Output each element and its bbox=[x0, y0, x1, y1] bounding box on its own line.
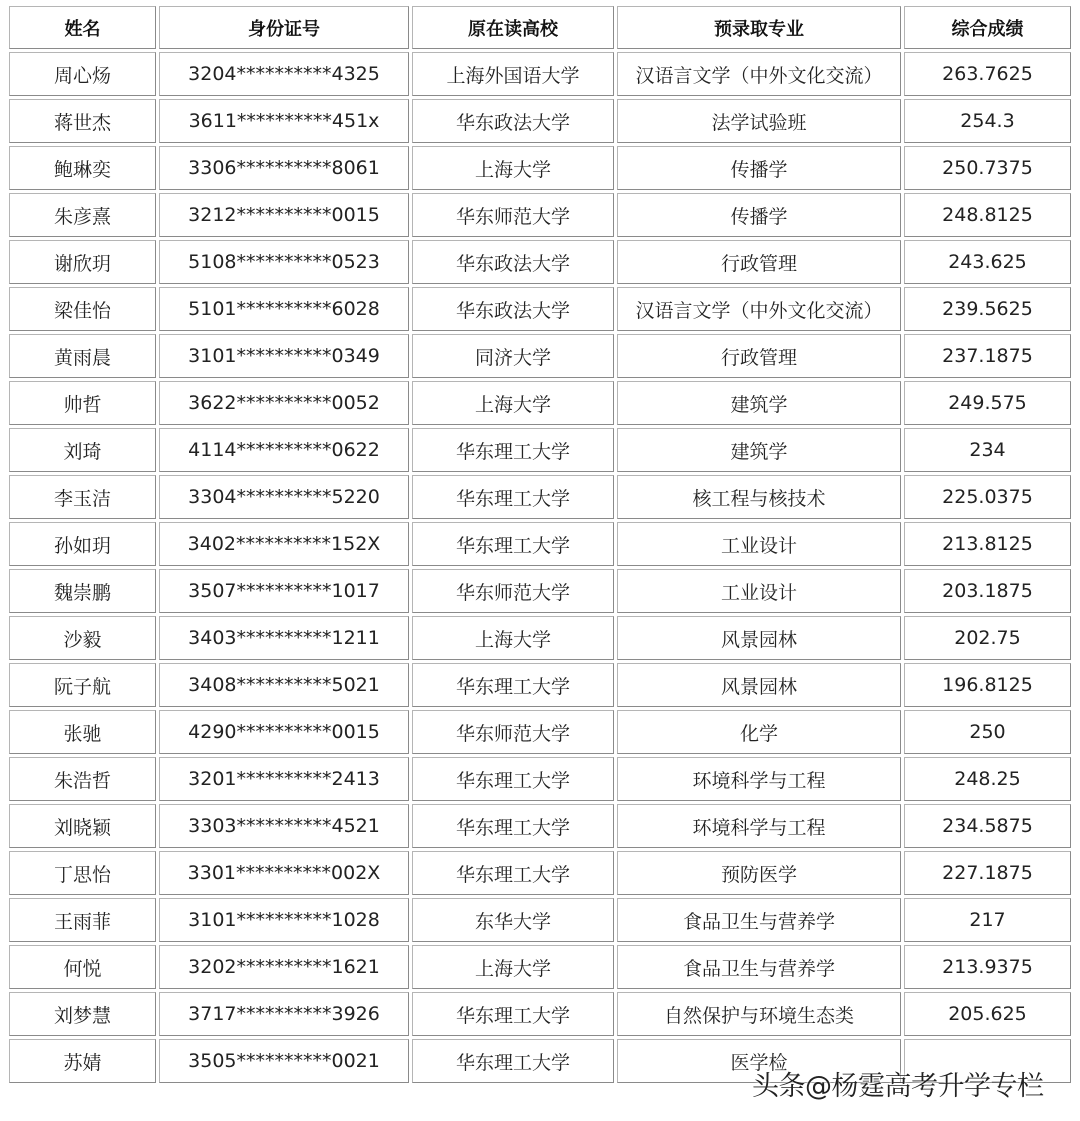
header-school: 原在读高校 bbox=[412, 6, 614, 49]
cell-major: 法学试验班 bbox=[617, 99, 901, 143]
table-row bbox=[9, 475, 1071, 519]
cell-name: 王雨菲 bbox=[9, 898, 156, 942]
cell-score: 202.75 bbox=[904, 616, 1071, 660]
cell-score: 234.5875 bbox=[904, 804, 1071, 848]
cell-name: 苏婧 bbox=[9, 1039, 156, 1083]
cell-major: 核工程与核技术 bbox=[617, 475, 901, 519]
cell-score: 217 bbox=[904, 898, 1071, 942]
header-score: 综合成绩 bbox=[904, 6, 1071, 49]
cell-name: 黄雨晨 bbox=[9, 334, 156, 378]
header-name: 姓名 bbox=[9, 6, 156, 49]
cell-id-number: 5101**********6028 bbox=[159, 287, 409, 331]
table-row bbox=[9, 569, 1071, 613]
cell-id-number: 3201**********2413 bbox=[159, 757, 409, 801]
cell-id-number: 3301**********002X bbox=[159, 851, 409, 895]
cell-score: 213.8125 bbox=[904, 522, 1071, 566]
cell-school: 华东理工大学 bbox=[412, 992, 614, 1036]
cell-id-number: 4290**********0015 bbox=[159, 710, 409, 754]
cell-score: 239.5625 bbox=[904, 287, 1071, 331]
table-row bbox=[9, 99, 1071, 143]
cell-name: 丁思怡 bbox=[9, 851, 156, 895]
table-row bbox=[9, 240, 1071, 284]
cell-name: 朱彦熹 bbox=[9, 193, 156, 237]
cell-score: 213.9375 bbox=[904, 945, 1071, 989]
cell-school: 华东理工大学 bbox=[412, 757, 614, 801]
cell-major: 建筑学 bbox=[617, 428, 901, 472]
cell-school: 上海外国语大学 bbox=[412, 52, 614, 96]
cell-major: 环境科学与工程 bbox=[617, 757, 901, 801]
table-row bbox=[9, 663, 1071, 707]
cell-score: 227.1875 bbox=[904, 851, 1071, 895]
cell-name: 鲍琳奕 bbox=[9, 146, 156, 190]
cell-school: 上海大学 bbox=[412, 945, 614, 989]
cell-school: 华东理工大学 bbox=[412, 428, 614, 472]
cell-name: 李玉洁 bbox=[9, 475, 156, 519]
table-row bbox=[9, 616, 1071, 660]
cell-name: 魏崇鹏 bbox=[9, 569, 156, 613]
cell-school: 华东理工大学 bbox=[412, 1039, 614, 1083]
cell-school: 华东师范大学 bbox=[412, 193, 614, 237]
table-row bbox=[9, 851, 1071, 895]
cell-name: 阮子航 bbox=[9, 663, 156, 707]
cell-school: 华东理工大学 bbox=[412, 851, 614, 895]
cell-name: 周心炀 bbox=[9, 52, 156, 96]
cell-name: 朱浩哲 bbox=[9, 757, 156, 801]
cell-name: 谢欣玥 bbox=[9, 240, 156, 284]
cell-name: 张驰 bbox=[9, 710, 156, 754]
cell-school: 华东政法大学 bbox=[412, 99, 614, 143]
table-row bbox=[9, 52, 1071, 96]
cell-score: 205.625 bbox=[904, 992, 1071, 1036]
cell-major: 行政管理 bbox=[617, 334, 901, 378]
table-row bbox=[9, 522, 1071, 566]
cell-major: 行政管理 bbox=[617, 240, 901, 284]
cell-major: 自然保护与环境生态类 bbox=[617, 992, 901, 1036]
table-row bbox=[9, 710, 1071, 754]
cell-name: 沙毅 bbox=[9, 616, 156, 660]
cell-school: 华东理工大学 bbox=[412, 475, 614, 519]
cell-name: 何悦 bbox=[9, 945, 156, 989]
table-row bbox=[9, 287, 1071, 331]
cell-school: 上海大学 bbox=[412, 381, 614, 425]
cell-school: 华东师范大学 bbox=[412, 569, 614, 613]
cell-score: 250.7375 bbox=[904, 146, 1071, 190]
cell-id-number: 3507**********1017 bbox=[159, 569, 409, 613]
cell-score: 225.0375 bbox=[904, 475, 1071, 519]
cell-name: 刘晓颖 bbox=[9, 804, 156, 848]
cell-name: 蒋世杰 bbox=[9, 99, 156, 143]
cell-score: 248.25 bbox=[904, 757, 1071, 801]
cell-id-number: 3717**********3926 bbox=[159, 992, 409, 1036]
cell-score: 250 bbox=[904, 710, 1071, 754]
cell-major: 医学检 bbox=[617, 1039, 901, 1083]
cell-major: 化学 bbox=[617, 710, 901, 754]
cell-score: 263.7625 bbox=[904, 52, 1071, 96]
cell-major: 食品卫生与营养学 bbox=[617, 898, 901, 942]
cell-school: 华东政法大学 bbox=[412, 240, 614, 284]
cell-school: 上海大学 bbox=[412, 146, 614, 190]
cell-id-number: 3403**********1211 bbox=[159, 616, 409, 660]
table-row bbox=[9, 992, 1071, 1036]
table-row bbox=[9, 945, 1071, 989]
cell-major: 环境科学与工程 bbox=[617, 804, 901, 848]
table-row bbox=[9, 428, 1071, 472]
cell-id-number: 3306**********8061 bbox=[159, 146, 409, 190]
cell-school: 华东理工大学 bbox=[412, 804, 614, 848]
table-row bbox=[9, 193, 1071, 237]
cell-id-number: 3408**********5021 bbox=[159, 663, 409, 707]
header-id-number: 身份证号 bbox=[159, 6, 409, 49]
cell-id-number: 3303**********4521 bbox=[159, 804, 409, 848]
cell-major: 汉语言文学（中外文化交流） bbox=[617, 287, 901, 331]
cell-major: 风景园林 bbox=[617, 616, 901, 660]
cell-name: 梁佳怡 bbox=[9, 287, 156, 331]
cell-school: 东华大学 bbox=[412, 898, 614, 942]
admission-table bbox=[6, 3, 1074, 1086]
cell-id-number: 3611**********451x bbox=[159, 99, 409, 143]
cell-major: 食品卫生与营养学 bbox=[617, 945, 901, 989]
cell-id-number: 4114**********0622 bbox=[159, 428, 409, 472]
cell-id-number: 3212**********0015 bbox=[159, 193, 409, 237]
cell-major: 工业设计 bbox=[617, 569, 901, 613]
watermark: 头条@杨霆高考升学专栏 bbox=[752, 1071, 1044, 1102]
cell-major: 汉语言文学（中外文化交流） bbox=[617, 52, 901, 96]
cell-id-number: 3505**********0021 bbox=[159, 1039, 409, 1083]
cell-major: 风景园林 bbox=[617, 663, 901, 707]
table-row bbox=[9, 381, 1071, 425]
cell-id-number: 3101**********1028 bbox=[159, 898, 409, 942]
table-row bbox=[9, 334, 1071, 378]
cell-id-number: 5108**********0523 bbox=[159, 240, 409, 284]
cell-score: 203.1875 bbox=[904, 569, 1071, 613]
cell-score: 243.625 bbox=[904, 240, 1071, 284]
table-row bbox=[9, 898, 1071, 942]
cell-score: 249.575 bbox=[904, 381, 1071, 425]
cell-name: 刘梦慧 bbox=[9, 992, 156, 1036]
cell-name: 孙如玥 bbox=[9, 522, 156, 566]
cell-id-number: 3101**********0349 bbox=[159, 334, 409, 378]
table-row bbox=[9, 757, 1071, 801]
cell-school: 华东师范大学 bbox=[412, 710, 614, 754]
cell-school: 上海大学 bbox=[412, 616, 614, 660]
cell-major: 预防医学 bbox=[617, 851, 901, 895]
cell-major: 工业设计 bbox=[617, 522, 901, 566]
cell-score: 254.3 bbox=[904, 99, 1071, 143]
cell-id-number: 3622**********0052 bbox=[159, 381, 409, 425]
cell-score: 248.8125 bbox=[904, 193, 1071, 237]
cell-school: 华东政法大学 bbox=[412, 287, 614, 331]
cell-name: 帅哲 bbox=[9, 381, 156, 425]
cell-score: 234 bbox=[904, 428, 1071, 472]
cell-id-number: 3304**********5220 bbox=[159, 475, 409, 519]
header-major: 预录取专业 bbox=[617, 6, 901, 49]
cell-score: 196.8125 bbox=[904, 663, 1071, 707]
cell-major: 建筑学 bbox=[617, 381, 901, 425]
cell-score: 237.1875 bbox=[904, 334, 1071, 378]
header-row bbox=[9, 6, 1071, 49]
cell-major: 传播学 bbox=[617, 146, 901, 190]
cell-school: 同济大学 bbox=[412, 334, 614, 378]
cell-school: 华东理工大学 bbox=[412, 522, 614, 566]
cell-id-number: 3204**********4325 bbox=[159, 52, 409, 96]
cell-id-number: 3402**********152X bbox=[159, 522, 409, 566]
table-row bbox=[9, 146, 1071, 190]
cell-school: 华东理工大学 bbox=[412, 663, 614, 707]
cell-id-number: 3202**********1621 bbox=[159, 945, 409, 989]
table-row bbox=[9, 804, 1071, 848]
cell-major: 传播学 bbox=[617, 193, 901, 237]
cell-name: 刘琦 bbox=[9, 428, 156, 472]
